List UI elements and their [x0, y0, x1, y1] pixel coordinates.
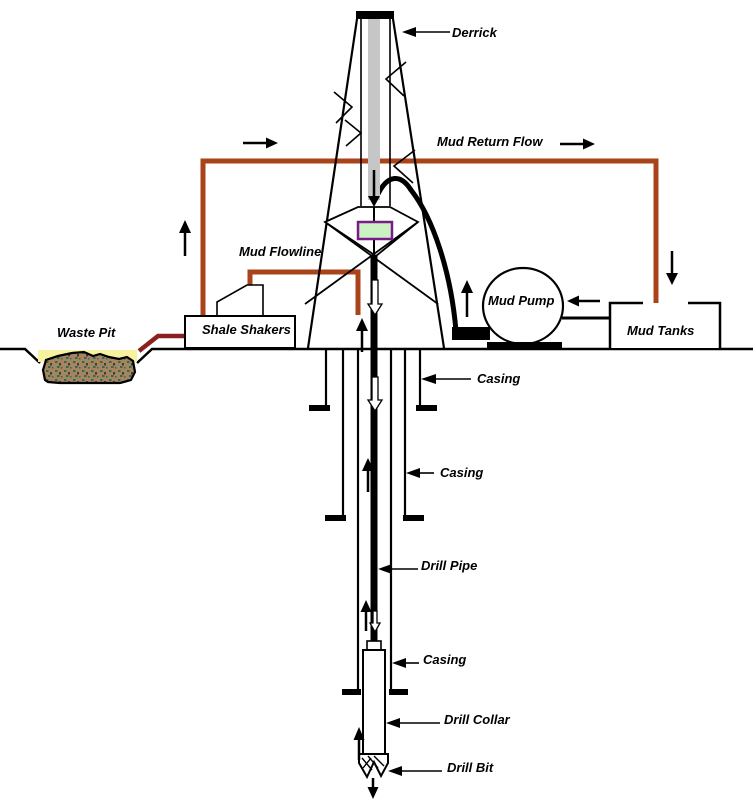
mud-pump [452, 268, 611, 350]
arrow-left-pump-suction [567, 296, 600, 307]
arrow-down-bit [368, 778, 379, 799]
derrick-brace [345, 120, 361, 146]
derrick-leg-left [308, 19, 357, 348]
arrow-down-drillpipe-1 [368, 280, 382, 315]
shale-shakers-label: Shale Shakers [202, 322, 291, 337]
crown-block [356, 11, 394, 19]
arrow-right-return-left [243, 138, 278, 149]
mud-pump-label: Mud Pump [488, 293, 555, 308]
shaker-ramp [217, 285, 263, 316]
casing-lower-label: Casing [423, 652, 467, 667]
drill-bit-pointer [388, 766, 442, 776]
casing-middle-pointer [406, 468, 434, 478]
flow-arrows [179, 138, 678, 800]
casing-upper-label: Casing [477, 371, 521, 386]
drill-pipe-pointer [378, 564, 418, 574]
pump-base-pipe [487, 342, 562, 350]
drill-collar-pointer [386, 718, 440, 728]
waste-pit-label: Waste Pit [57, 325, 116, 340]
drill-collar [363, 650, 385, 754]
arrow-up-annulus-lower [361, 600, 372, 631]
derrick-pointer [402, 27, 450, 37]
swivel-block [358, 222, 392, 239]
mud-return-flow-label: Mud Return Flow [437, 134, 543, 149]
mud-return-pipe [203, 161, 656, 317]
mud-flowline-label: Mud Flowline [239, 244, 322, 259]
mud-flowline-pipe [250, 272, 358, 315]
arrow-right-return-right [560, 139, 595, 150]
drill-bit-label: Drill Bit [447, 760, 494, 775]
casing-middle-label: Casing [440, 465, 484, 480]
drill-collar-label: Drill Collar [444, 712, 510, 727]
waste-pit [38, 350, 137, 383]
casing-lower-pointer [392, 658, 419, 668]
drill-string [359, 255, 388, 777]
arrow-up-pump-discharge [461, 280, 473, 317]
arrow-down-tank [666, 251, 678, 285]
derrick-leg-right [393, 19, 444, 348]
casing-upper-pointer [421, 374, 471, 384]
drill-bit [359, 754, 388, 777]
arrow-up-return-riser [179, 220, 191, 256]
derrick-label: Derrick [452, 25, 497, 40]
arrow-up-annulus-top [356, 318, 368, 352]
arrow-down-drillpipe-2 [368, 377, 382, 411]
mud-tanks-label: Mud Tanks [627, 323, 695, 338]
drill-pipe-label: Drill Pipe [421, 558, 478, 573]
